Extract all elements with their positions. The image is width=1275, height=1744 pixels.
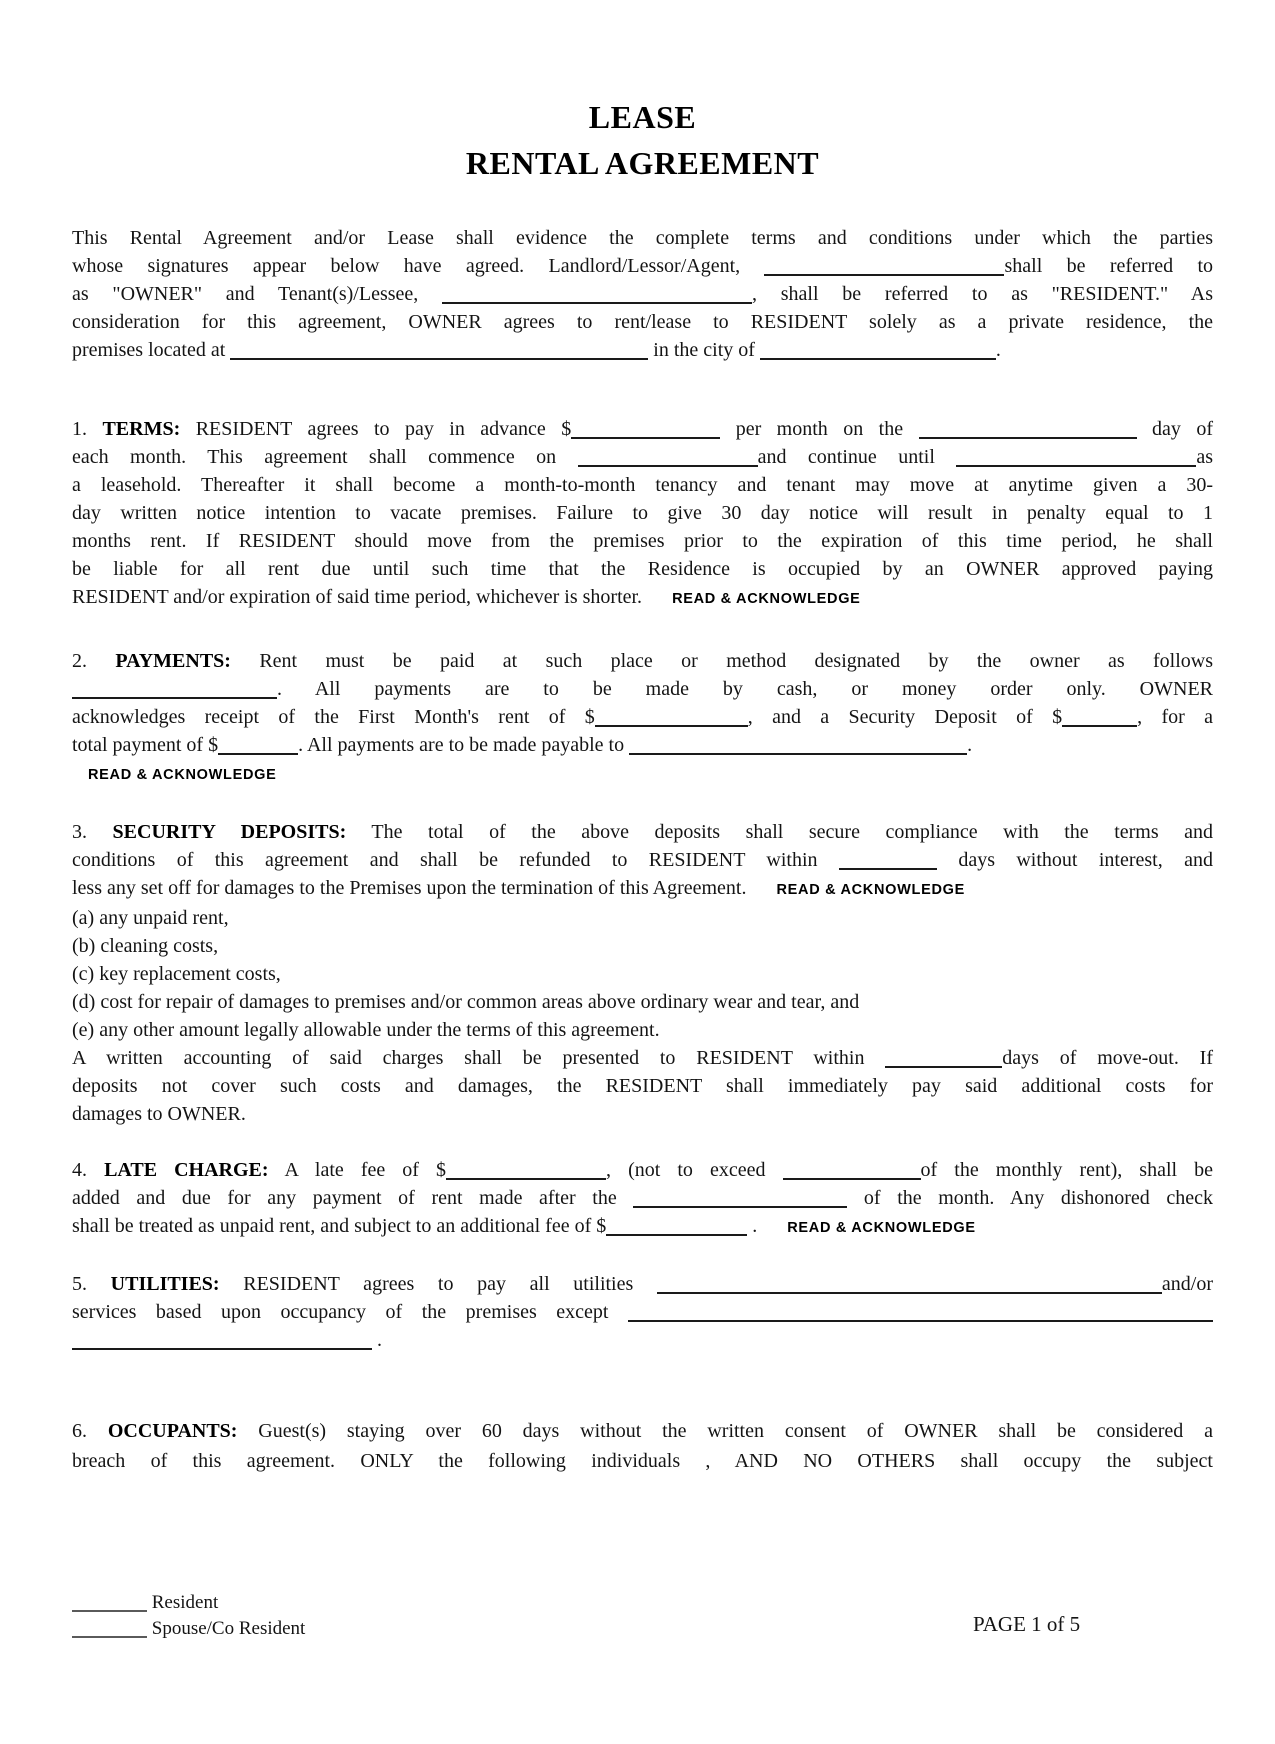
text-run: UTILITIES:	[110, 1273, 220, 1295]
section-deposits	[72, 818, 1213, 1128]
text-line	[72, 555, 1213, 583]
blank-field	[783, 1172, 921, 1180]
text-run: conditions of this agreement and shall be refunded to RESIDENT within	[72, 849, 839, 871]
deposit-item-a	[72, 904, 1213, 932]
text-line	[72, 1212, 1213, 1242]
blank-field	[72, 1604, 147, 1612]
text-line	[72, 1156, 1213, 1184]
text-line	[72, 846, 1213, 874]
text-line	[72, 443, 1213, 471]
text-line	[72, 336, 1213, 364]
resident-signature-line	[72, 1590, 305, 1616]
text-run: RESIDENT agrees to pay in advance $	[180, 418, 572, 440]
title-line-1: LEASE	[588, 99, 697, 135]
text-line	[72, 874, 1213, 904]
text-line	[72, 308, 1213, 336]
text-run: of the month. Any dishonored check	[847, 1187, 1213, 1209]
text-run: Spouse/Co Resident	[147, 1618, 306, 1639]
blank-field	[1062, 719, 1137, 727]
text-run: . All payments are to be made payable to	[298, 734, 630, 756]
text-run: RESIDENT agrees to pay all utilities	[219, 1273, 657, 1295]
text-run: as	[1196, 446, 1213, 468]
text-run: .	[967, 734, 973, 756]
text-run: days of move-out. If	[1002, 1047, 1213, 1069]
text-run: in the city of	[648, 339, 760, 361]
blank-field	[442, 296, 752, 304]
text-run: 5.	[72, 1273, 111, 1295]
text-run: , for a	[1137, 706, 1214, 728]
text-run: and/or	[1161, 1273, 1214, 1295]
text-line	[72, 415, 1213, 443]
text-run: Rent must be paid at such place or method designated by the owner as follows	[230, 650, 1214, 672]
text-line	[72, 647, 1213, 675]
blank-field	[628, 1314, 1213, 1322]
blank-field	[571, 431, 720, 439]
text-run: 1.	[72, 418, 103, 440]
intro-paragraph	[72, 224, 1213, 364]
text-line	[72, 1298, 1213, 1326]
text-run: shall be referred to	[1004, 255, 1214, 277]
text-run: (e) any other amount legally allowable under the terms of this agreement.	[72, 1019, 660, 1041]
deposit-item-e	[72, 1016, 1213, 1044]
text-line	[72, 1446, 1213, 1476]
text-run: A written accounting of said charges shall be presented to RESIDENT within	[72, 1047, 886, 1069]
text-line	[72, 731, 1213, 759]
blank-field	[657, 1286, 1162, 1294]
text-run: Guest(s) staying over 60 days without the written consent of OWNER shall be considered a	[237, 1420, 1213, 1442]
page-number: PAGE 1 of 5	[973, 1612, 1081, 1636]
blank-field	[764, 268, 1004, 276]
text-run: 3.	[72, 821, 113, 843]
text-line	[72, 224, 1213, 252]
text-run: A late fee of $	[268, 1159, 447, 1181]
read-acknowledge-label: READ & ACKNOWLEDGE	[88, 767, 277, 783]
deposit-item-c	[72, 960, 1213, 988]
text-run: per month on the	[720, 418, 919, 440]
text-run: This Rental Agreement and/or Lease shall evidence the complete terms and conditions under which the parties	[72, 227, 1213, 249]
text-run: total payment of $	[72, 734, 219, 756]
text-line	[72, 1072, 1213, 1100]
text-line	[72, 527, 1213, 555]
blank-field	[919, 431, 1137, 439]
blank-field	[72, 691, 277, 699]
text-run: a leasehold. Thereafter it shall become a month-to-month tenancy and tenant may move at anytime given a 30-	[72, 474, 1213, 496]
text-run: 4.	[72, 1159, 105, 1181]
text-line	[72, 1100, 1213, 1128]
text-line	[72, 252, 1213, 280]
lease-rental-agreement-page	[0, 94, 1275, 1476]
text-line	[72, 583, 1213, 613]
text-run: of the monthly rent), shall be	[920, 1159, 1214, 1181]
text-run: breach of this agreement. ONLY the following individuals , AND NO OTHERS shall occupy the subject	[72, 1450, 1213, 1472]
text-run: 6.	[72, 1420, 108, 1442]
read-acknowledge-label: READ & ACKNOWLEDGE	[672, 591, 861, 607]
text-run: and continue until	[757, 446, 957, 468]
text-run: acknowledges receipt of the First Month's rent of $	[72, 706, 595, 728]
text-run: (c) key replacement costs,	[72, 963, 281, 985]
text-run: months rent. If RESIDENT should move from the premises prior to the expiration of this time period, he shall	[72, 530, 1213, 552]
text-run: .	[747, 1215, 758, 1237]
blank-field	[885, 1060, 1002, 1068]
text-run: The total of the above deposits shall secure compliance with the terms and	[346, 821, 1214, 843]
text-line	[72, 675, 1213, 703]
text-run: (b) cleaning costs,	[72, 935, 219, 957]
text-run: less any set off for damages to the Premises upon the termination of this Agreement.	[72, 877, 747, 899]
text-run: premises located at	[72, 339, 231, 361]
text-run: SECURITY DEPOSITS:	[112, 821, 347, 843]
blank-field	[839, 862, 937, 870]
deposit-item-b	[72, 932, 1213, 960]
blank-field	[633, 1200, 847, 1208]
text-run: deposits not cover such costs and damages, the RESIDENT shall immediately pay said additional costs for	[72, 1075, 1213, 1097]
text-line	[72, 1326, 1213, 1354]
text-run: , shall be referred to as "RESIDENT." As	[752, 283, 1214, 305]
text-run: damages to OWNER.	[72, 1103, 246, 1125]
text-run: .	[372, 1329, 382, 1351]
text-run: whose signatures appear below have agreed. Landlord/Lessor/Agent,	[72, 255, 765, 277]
text-run: be liable for all rent due until such time that the Residence is occupied by an OWNER approved paying	[72, 558, 1213, 580]
section-occupants	[72, 1416, 1213, 1476]
text-run: PAYMENTS:	[115, 650, 231, 672]
text-line	[72, 499, 1213, 527]
blank-field	[578, 459, 758, 467]
blank-field	[629, 747, 967, 755]
blank-field	[760, 352, 996, 360]
text-run: shall be treated as unpaid rent, and subject to an additional fee of $	[72, 1215, 607, 1237]
document-body	[72, 224, 1213, 1476]
text-run: 2.	[72, 650, 116, 672]
text-run: LATE CHARGE:	[104, 1159, 269, 1181]
text-run: (a) any unpaid rent,	[72, 907, 229, 929]
text-run: added and due for any payment of rent made after the	[72, 1187, 634, 1209]
text-run: consideration for this agreement, OWNER agrees to rent/lease to RESIDENT solely as a private residence, the	[72, 311, 1213, 333]
text-line	[72, 818, 1213, 846]
blank-field	[230, 352, 648, 360]
text-run: day written notice intention to vacate premises. Failure to give 30 day notice will result in penalty equal to 1	[72, 502, 1213, 524]
spouse-signature-line	[72, 1616, 305, 1642]
text-run: . All payments are to be made by cash, or money order only. OWNER	[277, 678, 1213, 700]
text-line	[72, 471, 1213, 499]
text-run: (d) cost for repair of damages to premises and/or common areas above ordinary wear and tear, and	[72, 991, 860, 1013]
text-run: .	[995, 339, 1001, 361]
text-run: RESIDENT and/or expiration of said time period, whichever is shorter.	[72, 586, 643, 608]
read-acknowledge-label: READ & ACKNOWLEDGE	[787, 1220, 976, 1236]
section-late-charge	[72, 1156, 1213, 1242]
deposit-item-d	[72, 988, 1213, 1016]
blank-field	[218, 747, 298, 755]
text-line	[72, 703, 1213, 731]
text-run: as "OWNER" and Tenant(s)/Lessee,	[72, 283, 443, 305]
blank-field	[72, 1342, 372, 1350]
read-acknowledge-label: READ & ACKNOWLEDGE	[776, 882, 965, 898]
section-utilities	[72, 1270, 1213, 1354]
text-run: Resident	[147, 1592, 219, 1613]
blank-field	[595, 719, 748, 727]
text-line	[72, 1416, 1213, 1446]
text-run: , (not to exceed	[606, 1159, 783, 1181]
text-run: services based upon occupancy of the premises except	[72, 1301, 628, 1323]
text-line	[72, 1044, 1213, 1072]
text-run: , and a Security Deposit of $	[747, 706, 1063, 728]
text-run: OCCUPANTS:	[107, 1420, 238, 1442]
title-line-2: RENTAL AGREEMENT	[465, 145, 820, 181]
signature-lines	[72, 1590, 305, 1642]
text-run: each month. This agreement shall commence on	[72, 446, 578, 468]
ack-line	[88, 759, 1213, 789]
section-payments	[72, 647, 1213, 789]
text-line	[72, 1184, 1213, 1212]
blank-field	[606, 1228, 747, 1236]
text-line	[72, 1270, 1213, 1298]
section-terms	[72, 415, 1213, 613]
blank-field	[446, 1172, 606, 1180]
text-run: day of	[1136, 418, 1214, 440]
text-run: TERMS:	[102, 418, 181, 440]
text-run: days without interest, and	[936, 849, 1213, 871]
blank-field	[956, 459, 1196, 467]
blank-field	[72, 1630, 147, 1638]
text-line	[72, 280, 1213, 308]
page-title	[72, 94, 1213, 186]
